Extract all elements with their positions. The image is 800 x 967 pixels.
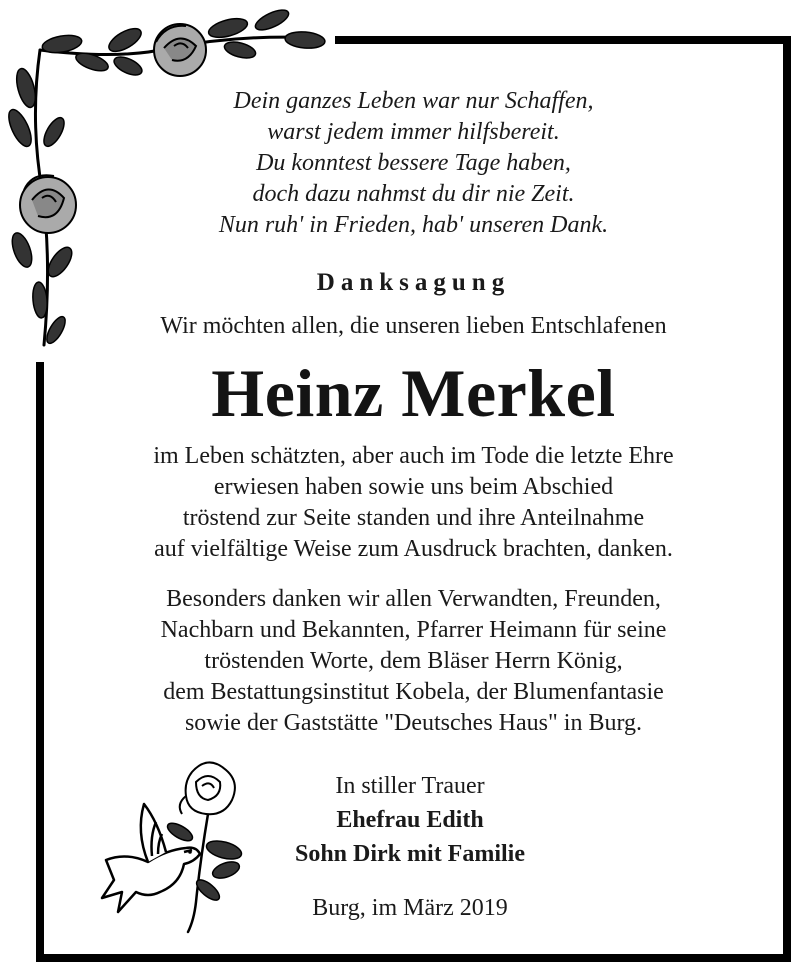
signature-line-3: Sohn Dirk mit Familie	[294, 841, 525, 867]
poem-line: warst jedem immer hilfsbereit.	[267, 119, 560, 145]
dove-with-rose-icon	[96, 752, 256, 942]
paragraph-line: erwiesen haben sowie uns beim Abschied	[213, 474, 614, 500]
deceased-name: Heinz Merkel	[211, 355, 616, 431]
heading: Danksagung	[316, 269, 511, 296]
paragraph-line: dem Bestattungsinstitut Kobela, der Blumenfantasie	[163, 679, 664, 705]
paragraph-line: sowie der Gaststätte "Deutsches Haus" in Burg.	[184, 710, 643, 736]
frame-left-line	[36, 362, 44, 962]
paragraph-line: tröstend zur Seite standen und ihre Anteilnahme	[182, 505, 645, 531]
frame-bottom-line	[36, 954, 791, 962]
paragraph-2	[44, 584, 783, 739]
poem	[44, 86, 783, 241]
paragraph-line: im Leben schätzten, aber auch im Tode die letzte Ehre	[153, 443, 674, 469]
frame-top-line	[335, 36, 791, 44]
paragraph-line: tröstenden Worte, dem Bläser Herrn König,	[204, 648, 623, 674]
paragraph-1	[44, 441, 783, 565]
poem-line: doch dazu nahmst du dir nie Zeit.	[252, 181, 575, 207]
poem-line: Du konntest bessere Tage haben,	[256, 150, 571, 176]
poem-line: Dein ganzes Leben war nur Schaffen,	[233, 88, 594, 114]
paragraph-line: Besonders danken wir allen Verwandten, Freunden,	[166, 586, 661, 612]
intro-line: Wir möchten allen, die unseren lieben Entschlafenen	[160, 313, 667, 339]
signature-line-2: Ehefrau Edith	[336, 807, 484, 833]
frame-right-line	[783, 36, 791, 962]
paragraph-line: Nachbarn und Bekannten, Pfarrer Heimann für seine	[160, 617, 667, 643]
paragraph-line: auf vielfältige Weise zum Ausdruck brachten, danken.	[154, 536, 673, 562]
poem-line: Nun ruh' in Frieden, hab' unseren Dank.	[218, 212, 609, 238]
place-date: Burg, im März 2019	[312, 895, 508, 921]
signature-line-1: In stiller Trauer	[335, 773, 485, 799]
